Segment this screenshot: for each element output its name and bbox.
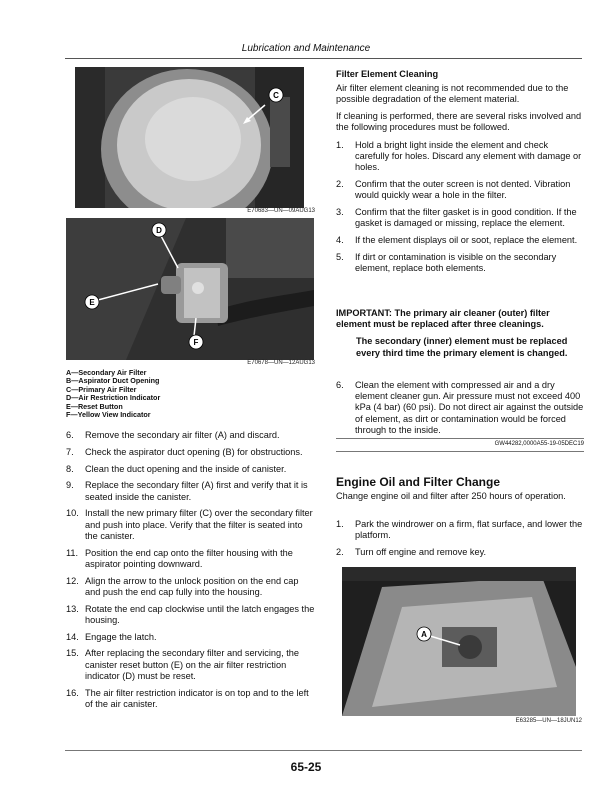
document-id: GW44282,0000A55-19-05DEC19 — [494, 441, 584, 447]
list-item — [336, 140, 584, 174]
important-text-1: The primary air cleaner (outer) filter element must be replaced after three cleanings. — [336, 308, 550, 330]
list-item — [66, 648, 316, 682]
step-text: If dirt or contamination is visible on the secondary element, replace both elements. — [355, 252, 557, 274]
cleaning-step-list — [336, 140, 584, 280]
list-item — [66, 576, 316, 598]
callout-a: A — [421, 630, 427, 639]
step-text: Park the windrower on a firm, flat surface, and lower the platform. — [355, 519, 583, 541]
step-text: The air filter restriction indicator is on top and to the left of the air canister. — [85, 687, 309, 709]
step-text: Confirm that the outer screen is not dented. Vibration would quickly wear a hole in the filter. — [355, 179, 571, 201]
step-number: 3. — [336, 207, 344, 218]
step-text: Confirm that the filter gasket is in good condition. If the gasket is damaged or missing, replace the element. — [355, 207, 577, 229]
step-number: 5. — [336, 252, 344, 262]
left-step-list — [66, 430, 316, 716]
callout-c: C — [273, 91, 279, 100]
step-number: 16. — [66, 687, 79, 698]
step-text: Position the end cap onto the filter housing with the aspirator pointing downward. — [85, 547, 293, 569]
step-number: 14. — [66, 631, 79, 642]
step-number: 2. — [336, 547, 344, 557]
figure-restriction-indicator-photo — [66, 218, 314, 360]
step-text: Replace the secondary filter (A) first and verify that it is seated inside the canister. — [85, 480, 308, 502]
figure-primary-filter-photo — [75, 67, 304, 208]
list-item — [66, 604, 316, 626]
step-text: Engage the latch. — [85, 631, 157, 642]
step-number: 13. — [66, 603, 79, 614]
list-item — [66, 464, 316, 475]
step-text: Hold a bright light inside the element and check carefully for holes. Discard any element with damage or holes. — [355, 140, 582, 173]
legend-item: C—Primary Air Filter — [66, 384, 137, 394]
list-item — [336, 252, 584, 274]
legend-item: D—Air Restriction Indicator — [66, 393, 161, 403]
callout-d: D — [156, 226, 162, 235]
legend-item: F—Yellow View Indicator — [66, 410, 151, 420]
step-number: 6. — [336, 380, 344, 390]
callout-f: F — [193, 338, 199, 347]
engine-oil-intro: Change engine oil and filter after 250 hours of operation. — [336, 491, 566, 501]
list-item — [336, 207, 584, 229]
step-number: 10. — [66, 508, 79, 519]
list-item — [336, 380, 584, 436]
figure-legend — [66, 369, 160, 419]
step-number: 4. — [336, 235, 344, 246]
running-header: Lubrication and Maintenance — [241, 43, 371, 54]
list-item — [66, 688, 316, 710]
footer-rule — [65, 750, 582, 751]
list-item — [66, 480, 316, 502]
cleaning-step-list-cont — [336, 380, 584, 442]
legend-item: E—Reset Button — [66, 401, 123, 411]
cleaning-intro-1: Air filter element cleaning is not recommended due to the possible degradation of the element material. — [336, 83, 569, 105]
step-text: Turn off engine and remove key. — [355, 547, 487, 557]
step-number: 2. — [336, 179, 344, 190]
figure-id-2: E70678—UN—12AUG13 — [247, 360, 315, 366]
list-item — [336, 235, 584, 246]
step-text: Clean the element with compressed air and a dry element cleaner gun. Air pressure must not exceed 400 kPa (4 bar) (60 psi). Do not direct air against the outside of element, as dirt or contamination would be forced through to the inside. — [355, 380, 584, 435]
important-text-2: The secondary (inner) element must be replaced every third time the primary element is changed. — [356, 336, 568, 358]
list-item — [336, 519, 584, 541]
figure-id-3: E63285—UN—18JUN12 — [515, 718, 582, 724]
callout-e: E — [89, 298, 95, 307]
filter-cleaning-heading: Filter Element Cleaning — [336, 69, 439, 79]
step-text: Clean the duct opening and the inside of canister. — [85, 463, 287, 474]
important-label: IMPORTANT: — [336, 308, 392, 318]
header-rule — [65, 58, 582, 59]
step-number: 12. — [66, 575, 79, 586]
list-item — [66, 632, 316, 643]
legend-item: A—Secondary Air Filter — [66, 368, 147, 377]
step-number: 1. — [336, 519, 344, 529]
step-text: Rotate the end cap clockwise until the latch engages the housing. — [85, 603, 315, 625]
legend-item: B—Aspirator Duct Opening — [66, 376, 160, 386]
section-divider — [336, 438, 584, 439]
figure-engine-oil-photo — [342, 567, 576, 716]
section-divider — [336, 451, 584, 452]
list-item — [66, 447, 316, 458]
step-number: 9. — [66, 480, 74, 491]
list-item — [66, 508, 316, 542]
step-text: Align the arrow to the unlock position on the end cap and push the end cap fully into the housing. — [85, 575, 299, 597]
list-item — [336, 179, 584, 201]
list-item — [66, 430, 316, 441]
step-number: 8. — [66, 463, 74, 474]
step-text: If the element displays oil or soot, replace the element. — [355, 235, 578, 246]
step-number: 6. — [66, 430, 74, 440]
step-number: 1. — [336, 140, 344, 150]
step-number: 11. — [66, 547, 79, 558]
step-text: After replacing the secondary filter and servicing, the canister reset button (E) on the air filter restriction indicator (D) must be reset. — [85, 648, 299, 681]
step-text: Remove the secondary air filter (A) and discard. — [85, 430, 280, 440]
step-text: Install the new primary filter (C) over the secondary filter and push into place. Verify that the filter is seated into the canister. — [85, 508, 313, 541]
list-item — [66, 548, 316, 570]
step-text: Check the aspirator duct opening (B) for obstructions. — [85, 446, 303, 457]
list-item — [336, 547, 584, 558]
step-number: 15. — [66, 648, 79, 659]
step-number: 7. — [66, 446, 74, 457]
cleaning-intro-2: If cleaning is performed, there are several risks involved and the following procedures must be followed. — [336, 111, 582, 133]
important-notice — [336, 308, 584, 365]
page-number: 65-25 — [290, 760, 322, 774]
engine-oil-heading: Engine Oil and Filter Change — [336, 475, 501, 489]
figure-id-1: E70683—UN—09AUG13 — [247, 208, 315, 214]
engine-oil-step-list — [336, 519, 584, 564]
